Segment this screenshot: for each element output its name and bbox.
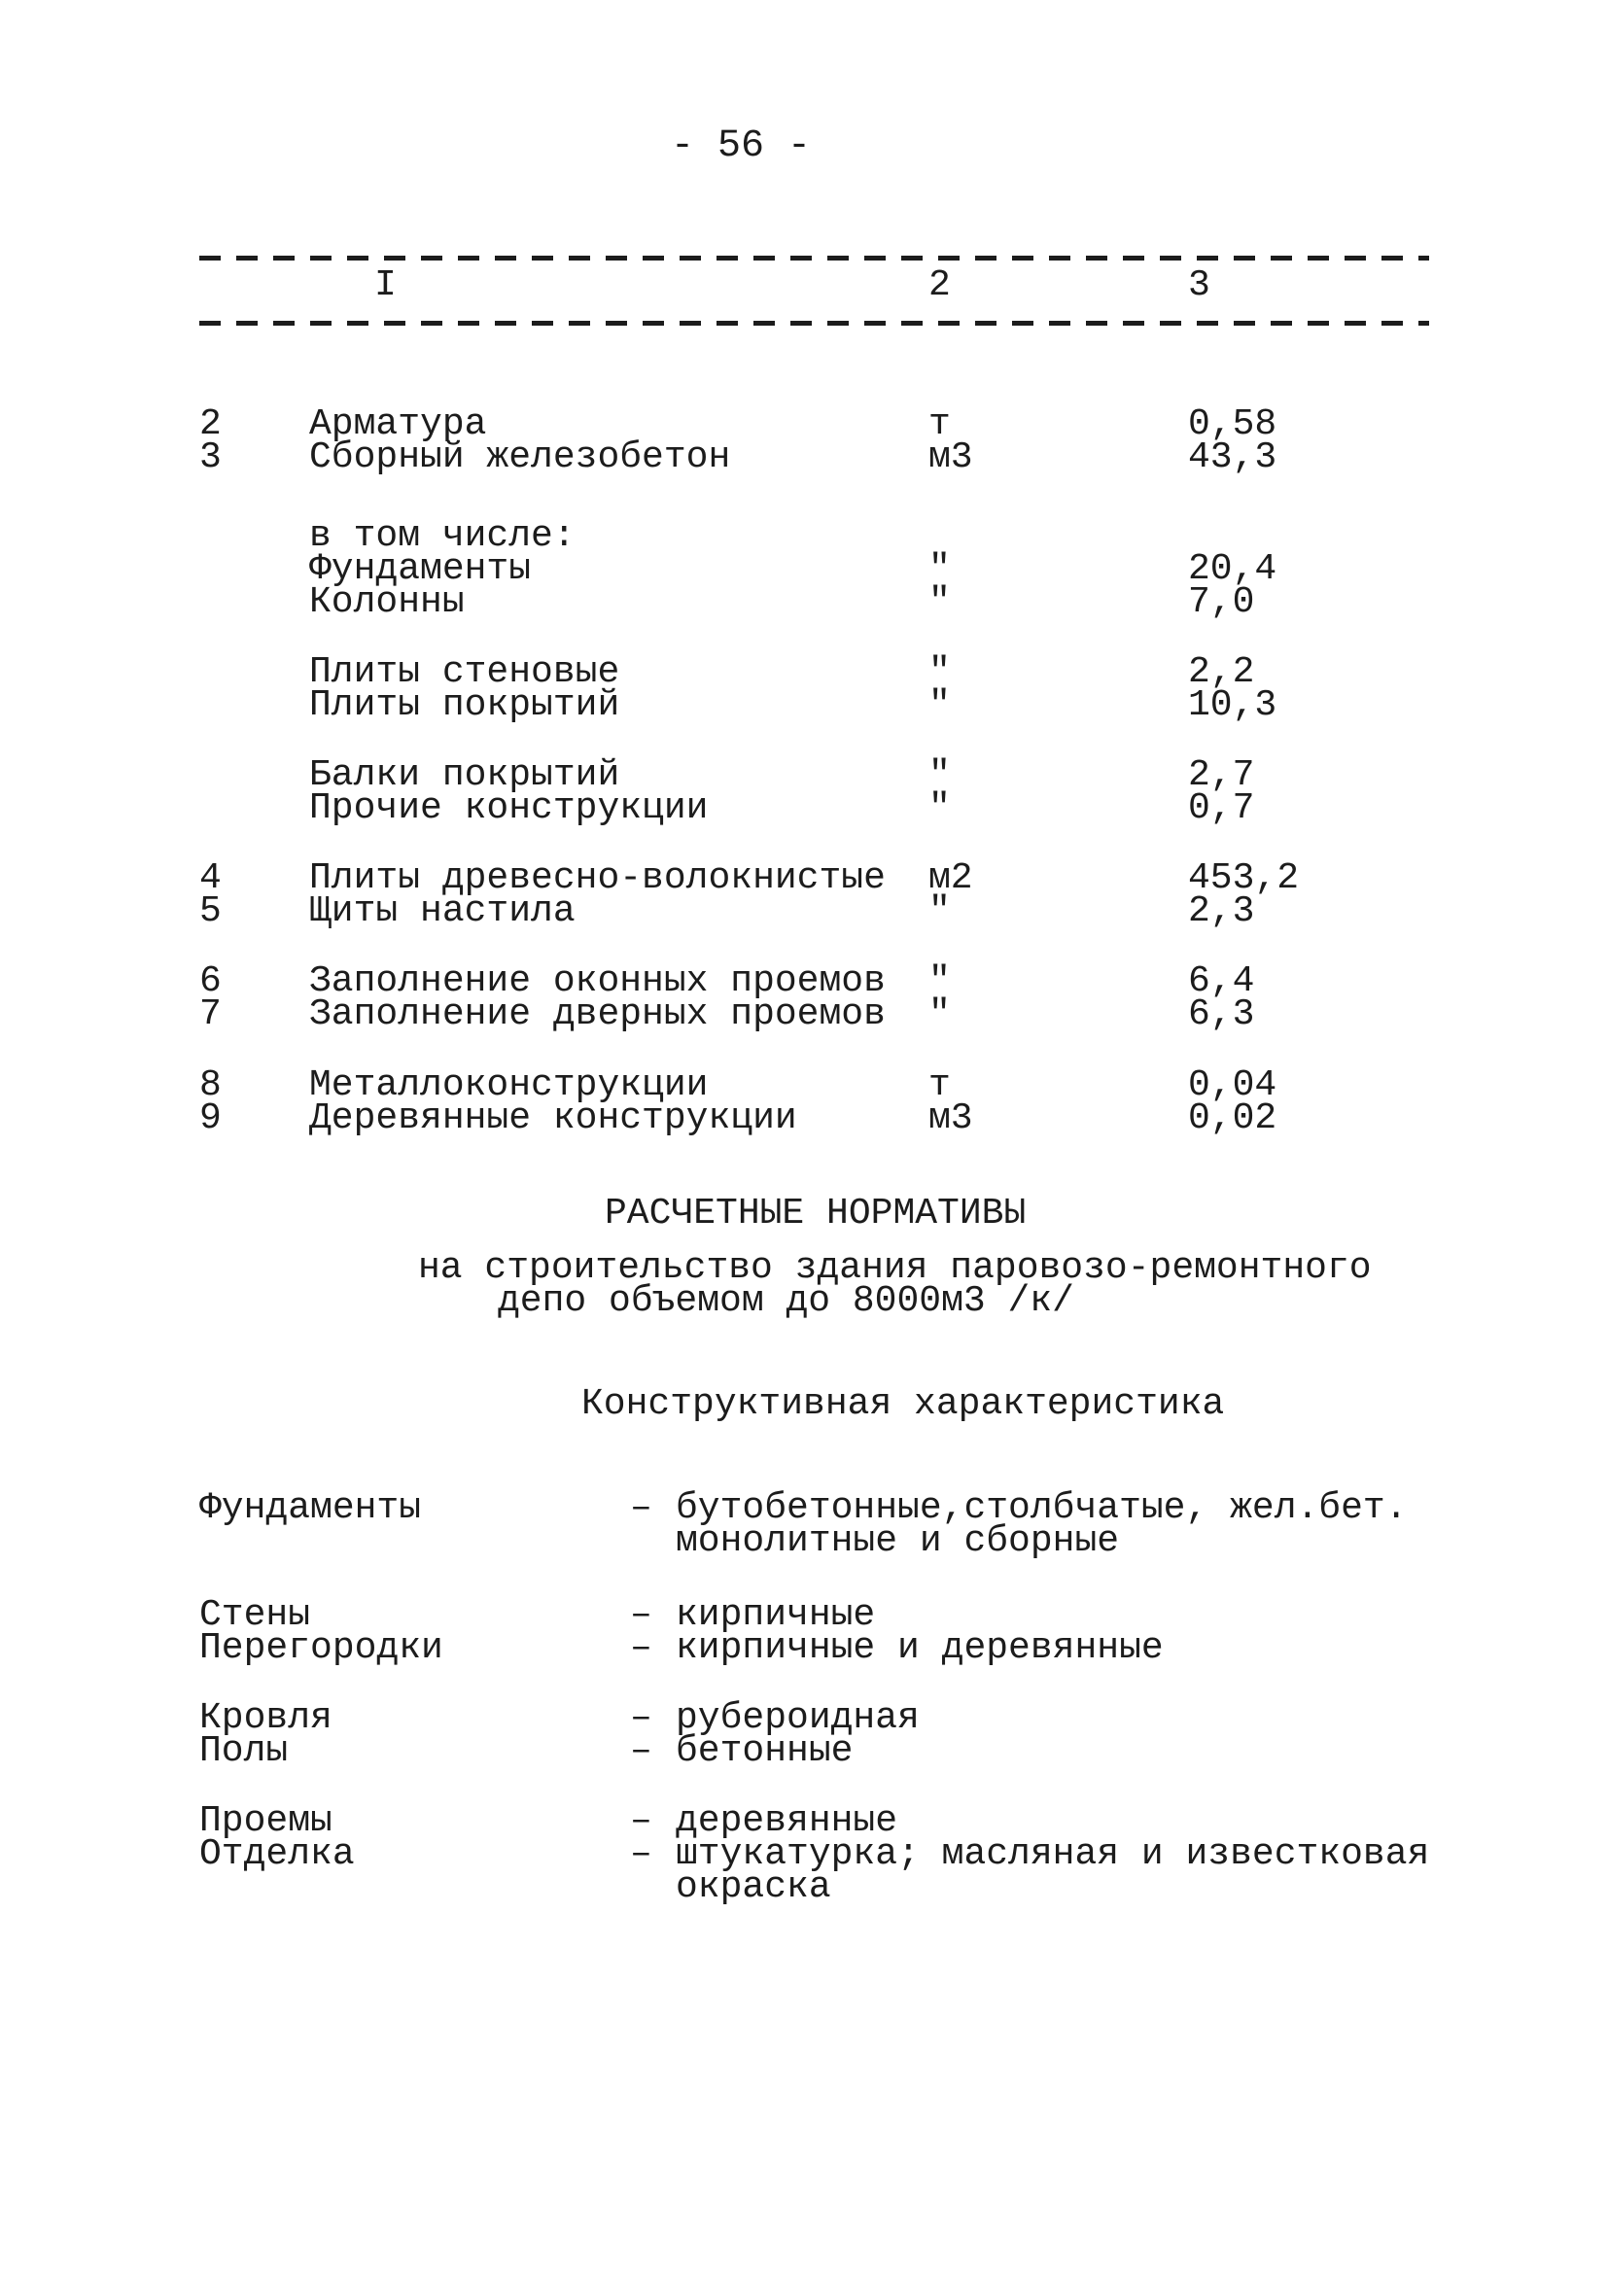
row-value: 453,2 — [1188, 857, 1300, 899]
table-row — [0, 515, 1608, 557]
characteristic-value: штукатурка; масляная и известковая — [676, 1833, 1430, 1875]
row-value: 7,0 — [1188, 581, 1255, 623]
row-unit: " — [928, 890, 951, 932]
table-row — [0, 1097, 1608, 1139]
dash-separator: – — [630, 1833, 652, 1875]
row-unit: м3 — [928, 1097, 973, 1139]
row-name: Балки покрытий — [309, 754, 620, 796]
row-name: Металлоконструкции — [309, 1064, 709, 1106]
row-unit: " — [928, 684, 951, 726]
row-value: 0,7 — [1188, 787, 1255, 829]
section-subtitle-line-1: на строительство здания паровозо-ремонтного — [418, 1247, 1372, 1289]
characteristic-value: деревянные — [676, 1800, 898, 1842]
row-number: 6 — [199, 960, 222, 1002]
characteristic-label: Проемы — [199, 1800, 332, 1842]
section-subtitle-line-2: депо объемом до 8000м3 /к/ — [498, 1280, 1074, 1322]
row-name: Заполнение дверных проемов — [309, 993, 886, 1035]
row-number: 5 — [199, 890, 222, 932]
characteristic-value-continued: окраска — [676, 1866, 831, 1908]
row-value: 0,02 — [1188, 1097, 1277, 1139]
dash-separator: – — [630, 1730, 652, 1772]
characteristic-label: Стены — [199, 1594, 311, 1636]
row-name: Плиты стеновые — [309, 651, 620, 693]
row-unit: " — [928, 651, 951, 693]
row-value: 10,3 — [1188, 684, 1277, 726]
section-title: РАСЧЕТНЫЕ НОРМАТИВЫ — [605, 1193, 1027, 1235]
characteristic-value-continued: монолитные и сборные — [676, 1520, 1120, 1562]
characteristic-value: бетонные — [676, 1730, 854, 1772]
row-name: Колонны — [309, 581, 465, 623]
row-unit: м3 — [928, 436, 973, 478]
row-unit: " — [928, 787, 951, 829]
row-name: Плиты покрытий — [309, 684, 620, 726]
dash-separator: – — [630, 1594, 652, 1636]
table-row — [0, 548, 1608, 590]
characteristic-label: Кровля — [199, 1697, 332, 1739]
row-number: 2 — [199, 403, 222, 445]
row-unit: " — [928, 960, 951, 1002]
header-rule-top — [199, 256, 1429, 261]
table-row — [0, 754, 1608, 796]
row-name: Сборный железобетон — [309, 436, 731, 478]
row-value: 2,7 — [1188, 754, 1255, 796]
row-unit: " — [928, 548, 951, 590]
row-name: Заполнение оконных проемов — [309, 960, 886, 1002]
row-name: Деревянные конструкции — [309, 1097, 797, 1139]
row-value: 0,58 — [1188, 403, 1277, 445]
row-name: Плиты древесно-волокнистые — [309, 857, 886, 899]
table-row — [0, 857, 1608, 899]
row-value: 2,3 — [1188, 890, 1255, 932]
row-unit: " — [928, 993, 951, 1035]
row-value: 6,4 — [1188, 960, 1255, 1002]
characteristics-title: Конструктивная характеристика — [581, 1383, 1225, 1425]
table-row — [0, 993, 1608, 1035]
row-number: 7 — [199, 993, 222, 1035]
characteristic-value: кирпичные и деревянные — [676, 1627, 1164, 1669]
table-row — [0, 787, 1608, 829]
row-name: Фундаменты — [309, 548, 532, 590]
characteristic-value: кирпичные — [676, 1594, 876, 1636]
row-number: 8 — [199, 1064, 222, 1106]
row-unit: " — [928, 754, 951, 796]
table-row — [0, 651, 1608, 693]
row-number: 3 — [199, 436, 222, 478]
dash-separator: – — [630, 1487, 652, 1529]
row-value: 2,2 — [1188, 651, 1255, 693]
dash-separator: – — [630, 1697, 652, 1739]
dash-separator: – — [630, 1627, 652, 1669]
table-row — [0, 403, 1608, 445]
row-name: Щиты настила — [309, 890, 576, 932]
table-row — [0, 890, 1608, 932]
characteristic-label: Отделка — [199, 1833, 355, 1875]
header-col-2: 2 — [928, 264, 951, 306]
header-col-3: 3 — [1188, 264, 1210, 306]
row-unit: т — [928, 1064, 951, 1106]
row-unit: т — [928, 403, 951, 445]
row-value: 0,04 — [1188, 1064, 1277, 1106]
row-value: 20,4 — [1188, 548, 1277, 590]
page-number: - 56 - — [671, 124, 812, 168]
row-value: 6,3 — [1188, 993, 1255, 1035]
characteristic-label: Полы — [199, 1730, 289, 1772]
table-row — [0, 684, 1608, 726]
row-name: Прочие конструкции — [309, 787, 709, 829]
row-number: 9 — [199, 1097, 222, 1139]
row-unit: м2 — [928, 857, 973, 899]
table-row — [0, 1064, 1608, 1106]
row-name: в том числе: — [309, 515, 576, 557]
row-value: 43,3 — [1188, 436, 1277, 478]
characteristic-label: Фундаменты — [199, 1487, 422, 1529]
header-col-1: I — [374, 264, 397, 306]
row-name: Арматура — [309, 403, 487, 445]
characteristic-label: Перегородки — [199, 1627, 443, 1669]
table-row — [0, 581, 1608, 623]
header-rule-bottom — [199, 321, 1429, 326]
characteristic-value: бутобетонные,столбчатые, жел.бет. — [676, 1487, 1408, 1529]
characteristic-value: рубероидная — [676, 1697, 920, 1739]
table-row — [0, 436, 1608, 478]
row-unit: " — [928, 581, 951, 623]
row-number: 4 — [199, 857, 222, 899]
dash-separator: – — [630, 1800, 652, 1842]
